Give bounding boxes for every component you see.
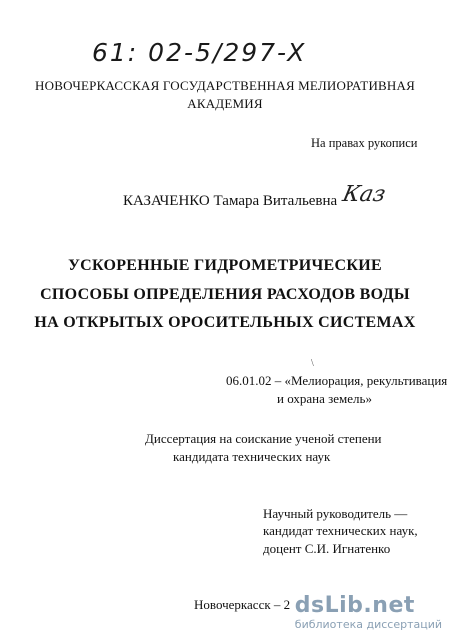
- handwritten-signature: Каз: [340, 182, 388, 207]
- institution-name: НОВОЧЕРКАССКАЯ ГОСУДАРСТВЕННАЯ МЕЛИОРАТИВНАЯ: [35, 78, 415, 93]
- supervisor-line-1: Научный руководитель —: [263, 506, 408, 521]
- supervisor-line-2: кандидат технических наук,: [263, 523, 418, 538]
- watermark-caption: библиотека диссертаций: [294, 618, 442, 631]
- watermark: [295, 595, 442, 630]
- author-name: КАЗАЧЕНКО Тамара Витальевна: [123, 193, 338, 209]
- supervisor-line-3: доцент С.И. Игнатенко: [263, 541, 391, 556]
- thesis-title-line-1: УСКОРЕННЫЕ ГИДРОМЕТРИЧЕСКИЕ: [68, 257, 382, 274]
- degree-line-2: кандидата технических наук: [173, 449, 331, 464]
- degree-line-1: Диссертация на соискание ученой степени: [145, 431, 382, 446]
- thesis-title-line-3: НА ОТКРЫТЫХ ОРОСИТЕЛЬНЫХ СИСТЕМАХ: [34, 314, 416, 331]
- stray-mark: \: [311, 358, 314, 369]
- specialty-line-2: и охрана земель»: [277, 391, 372, 406]
- city-year: Новочеркасск – 2: [194, 597, 291, 612]
- institution-name-continued: АКАДЕМИЯ: [187, 96, 263, 111]
- archive-code: 61: 02-5/297-X: [92, 38, 307, 67]
- watermark-brand: dsLib.net: [294, 593, 415, 618]
- thesis-title-line-2: СПОСОБЫ ОПРЕДЕЛЕНИЯ РАСХОДОВ ВОДЫ: [40, 286, 410, 303]
- manuscript-rights-note: На правах рукописи: [311, 136, 418, 150]
- specialty-line-1: 06.01.02 – «Мелиорация, рекультивация: [226, 373, 448, 388]
